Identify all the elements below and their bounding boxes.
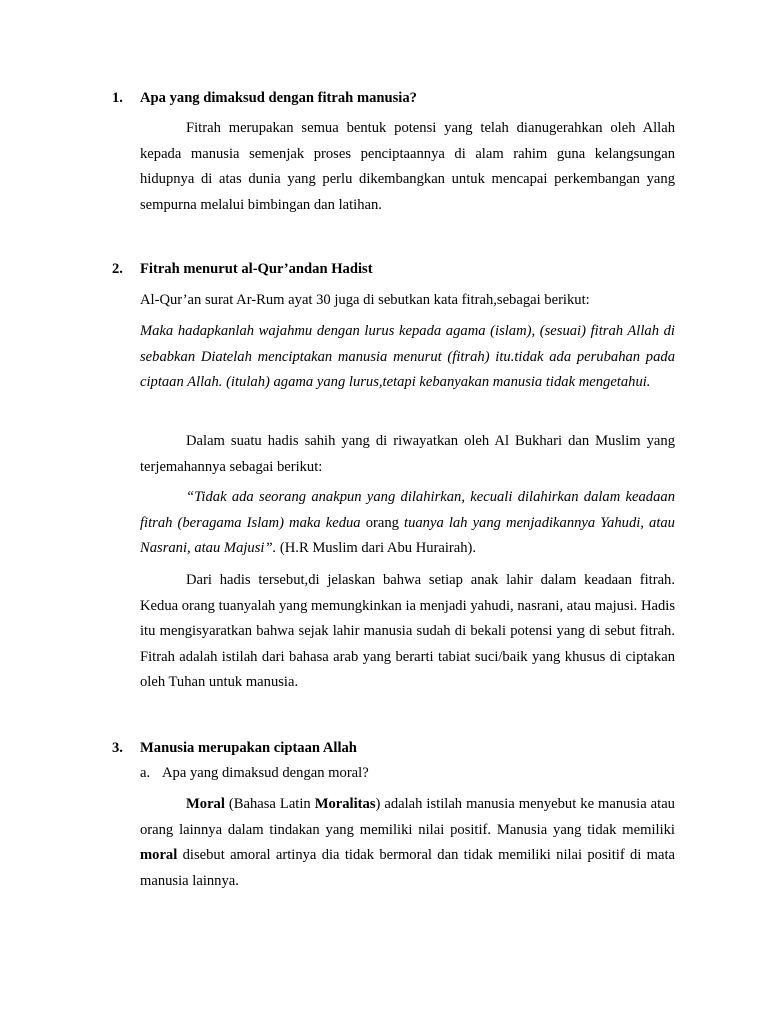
question-1-heading [112,88,672,108]
question-3-heading [112,738,672,758]
question-1-title: Apa yang dimaksud dengan fitrah manusia? [140,90,417,106]
question-1-answer: Fitrah merupakan semua bentuk potensi yang telah dianugerahkan oleh Allah kepada manusia semenjak proses penciptaannya di alam rahim guna kelangsungan hidupnya di atas dunia yang perlu dikembangkan untuk mencapai perkembangan yang sempurna melalui bimbingan dan latihan. [140,120,675,213]
hadith-quote-part-c: tuanya lah yang menjadikannya Yahudi, atau Nasrani, atau Majusi”. [140,514,675,556]
hadith-quote [140,485,675,562]
question-2-heading [112,259,672,279]
term-moralitas: Moralitas [314,796,376,812]
hadith-quote-part-b: orang [365,514,399,531]
moral-text-2: ) adalah istilah manusia menyebut ke manusia atau orang lainnya dalam tindakan yang memiliki nilai positif. Manusia yang tidak memiliki [140,796,675,838]
question-2-title: Fitrah menurut al-Qur’andan Hadist [140,261,373,277]
question-3-number: 3. [112,740,123,756]
term-moral: Moral [186,796,225,812]
hadith-explanation: Dari hadis tersebut,di jelaskan bahwa setiap anak lahir dalam keadaan fitrah. Kedua orang tuanyalah yang memungkinkan ia menjadi yahudi, nasrani, atau majusi. Hadis itu mengisyaratkan bahwa sejak lahir manusia sudah di bekali potensi yang di sebut fitrah. Fitrah adalah istilah dari bahasa arab yang berarti tabiat suci/baik yang khusus di ciptakan oleh Tuhan untuk manusia. [140,572,675,690]
sub-question-a-text: Apa yang dimaksud dengan moral? [162,765,369,781]
term-moral-2: moral [140,847,178,863]
hadith-intro: Dalam suatu hadis sahih yang di riwayatkan oleh Al Bukhari dan Muslim yang terjemahannya sebagai berikut: [140,433,675,475]
hadith-source: (H.R Muslim dari Abu Hurairah). [279,540,477,556]
question-3-title: Manusia merupakan ciptaan Allah [140,740,357,756]
moral-text-1: (Bahasa Latin [228,796,311,812]
sub-question-a-letter: a. [140,765,151,781]
moral-definition [140,792,675,894]
question-2-number: 2. [112,261,123,277]
sub-question-a [140,763,680,783]
moral-text-3: disebut amoral artinya dia tidak bermoral dan tidak memiliki nilai positif di mata manusia lainnya. [140,847,675,889]
quran-intro: Al-Qur’an surat Ar-Rum ayat 30 juga di sebutkan kata fitrah,sebagai berikut: [140,292,590,308]
question-1-number: 1. [112,90,123,106]
quran-verse: Maka hadapkanlah wajahmu dengan lurus kepada agama (islam), (sesuai) fitrah Allah di sebabkan Diatelah menciptakan manusia menurut (fitrah) itu.tidak ada perubahan pada ciptaan Allah. (itulah) agama yang lurus,tetapi kebanyakan manusia tidak mengetahui. [140,323,675,390]
hadith-quote-part-a: “Tidak ada seorang anakpun yang dilahirkan, kecuali dilahirkan dalam keadaan fitrah (beragama Islam) maka kedua [140,489,675,531]
